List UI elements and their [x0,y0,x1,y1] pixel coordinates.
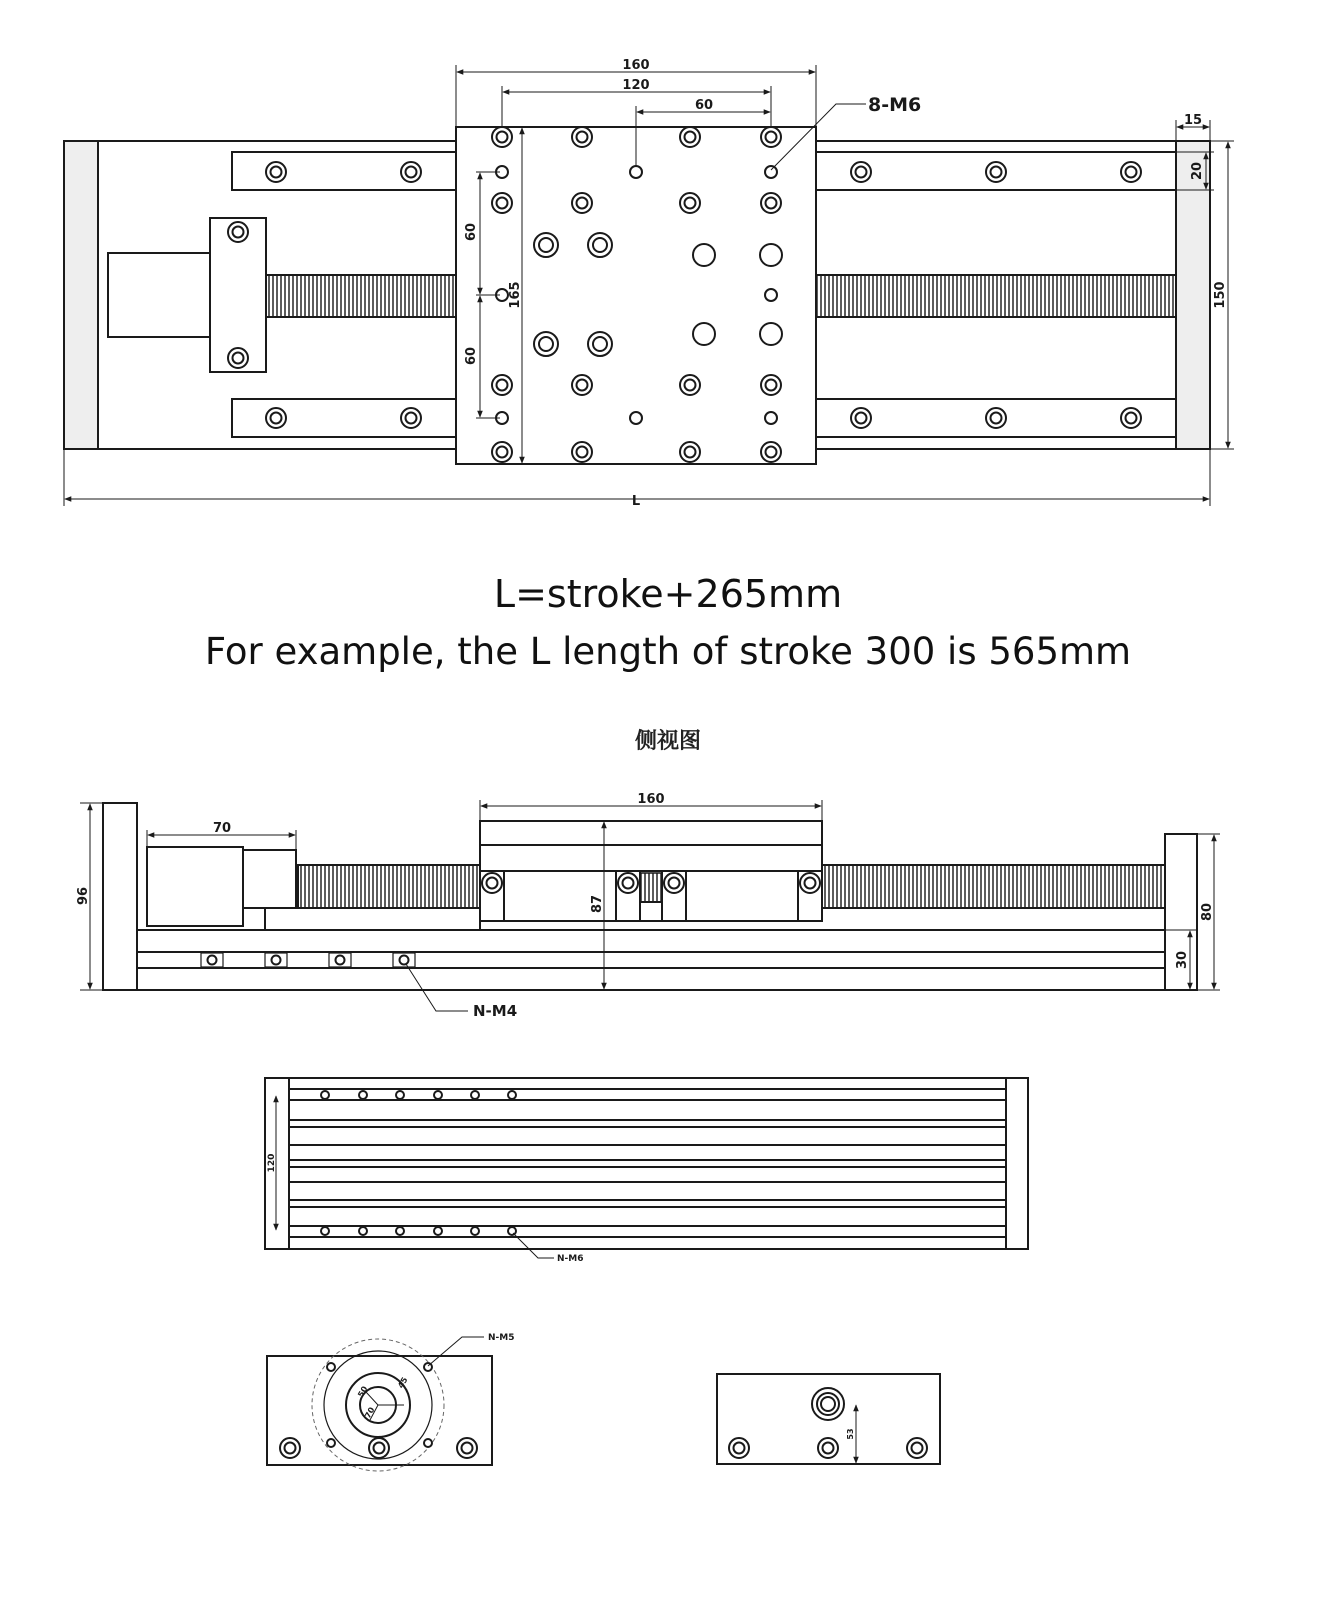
idler-dim-height: 53 [846,1428,855,1440]
side-bearing-block [265,908,480,930]
side-dim-end-height: 80 [1200,902,1215,922]
side-dim-base-height: 30 [1175,950,1190,970]
dim-end-thickness: 15 [1183,113,1203,128]
side-screw-right [822,865,1165,908]
side-dim-overall-height: 96 [76,886,91,906]
side-coupling [243,850,296,908]
hole-callout-n-m6: N-M6 [557,1254,584,1264]
hole-callout-n-m5: N-M5 [488,1333,515,1343]
motor-dim-a: 50 [356,1384,370,1399]
dim-carriage-width: 160 [622,58,650,73]
dim-overall-length: L [631,494,641,509]
formula-line-2: For example, the L length of stroke 300 is 565mm [204,630,1132,673]
motor-dim-c: 70 [363,1405,377,1420]
dim-hole-span: 120 [622,78,650,93]
idler-end-plate [1176,141,1210,449]
motor-end-view [267,1333,515,1471]
side-dim-carriage-height: 87 [590,894,605,914]
hole-callout-8-m6: 8-M6 [868,94,922,116]
bottom-dim-hole-span: 120 [267,1153,277,1173]
side-carriage-mid [480,845,822,871]
dim-body-width: 150 [1213,281,1228,309]
motor-end-plate [64,141,98,449]
bottom-base [265,1078,1028,1249]
side-motor-plate [103,803,137,990]
dim-carriage-length: 165 [508,281,523,309]
side-view [76,792,1220,1020]
hole-callout-n-m4: N-M4 [473,1002,518,1020]
formula-line-1: L=stroke+265mm [493,572,843,616]
dim-pitch-lower: 60 [464,346,479,366]
side-carriage-top [480,821,822,845]
lead-screw-left [266,275,456,317]
side-base [137,930,1165,990]
dim-rail-offset: 20 [1190,161,1205,181]
motor-dim-b: 45 [396,1375,410,1390]
side-screw-left [298,865,480,908]
motor [108,253,210,337]
side-dim-motor-length: 70 [212,821,232,836]
side-motor [147,847,243,926]
idler-end-view [717,1374,940,1464]
top-view [64,58,1234,509]
dim-pitch-upper: 60 [464,222,479,242]
side-dim-carriage-width: 160 [637,792,665,807]
dim-hole-offset: 60 [694,98,714,113]
lead-screw-right [816,275,1176,317]
bottom-view [265,1078,1028,1264]
side-view-title: 侧视图 [634,729,701,754]
